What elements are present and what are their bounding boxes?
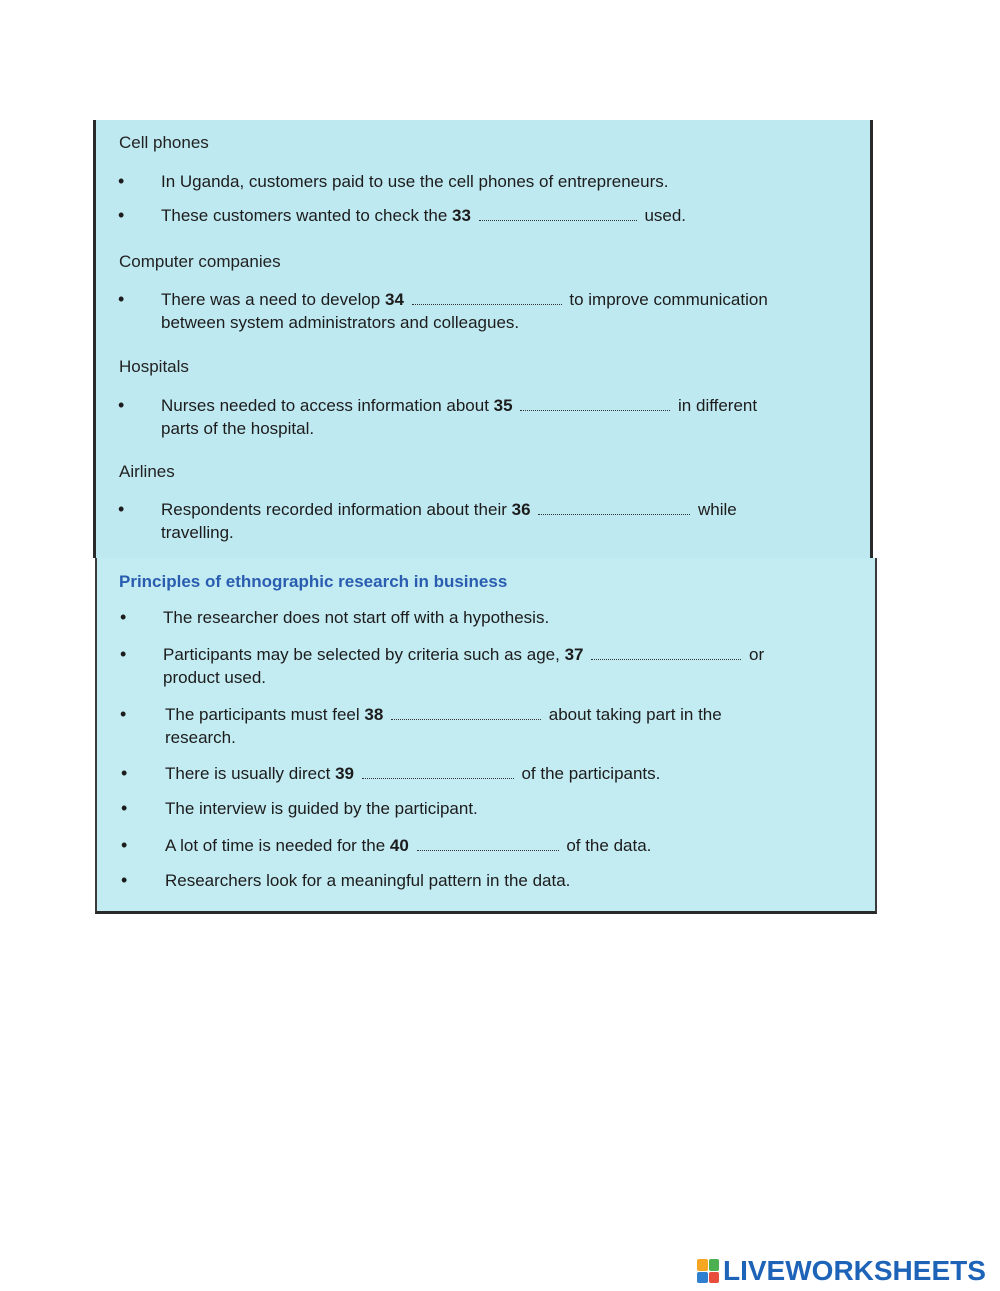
bullet-icon: •	[120, 644, 127, 664]
principle-item: The interview is guided by the participant.	[165, 799, 478, 818]
bullet-icon: •	[120, 704, 127, 724]
question-38: The participants must feel 38 about taking part in the research.	[165, 705, 722, 747]
answer-blank-37[interactable]	[591, 645, 741, 660]
answer-blank-34[interactable]	[412, 290, 562, 305]
bullet-icon: •	[118, 395, 125, 415]
answer-blank-36[interactable]	[538, 500, 690, 515]
answer-blank-33[interactable]	[479, 206, 637, 221]
bullet-icon: •	[118, 171, 125, 191]
liveworksheets-logo	[697, 1256, 986, 1286]
question-34: There was a need to develop 34 to improve communication between system administrators and colleagues.	[161, 290, 768, 332]
bullet-icon: •	[118, 289, 125, 309]
section-heading-airlines: Airlines	[119, 462, 175, 481]
bullet-icon: •	[121, 835, 128, 855]
question-39: There is usually direct 39 of the participants.	[165, 764, 661, 783]
liveworksheets-logo-icon	[697, 1259, 719, 1283]
question-35: Nurses needed to access information about 35 in different parts of the hospital.	[161, 396, 758, 438]
question-36: Respondents recorded information about their 36 while travelling.	[161, 500, 737, 542]
question-40: A lot of time is needed for the 40 of the data.	[165, 836, 652, 855]
bullet-icon: •	[118, 205, 125, 225]
bullet-icon: •	[121, 798, 128, 818]
bullet-icon: •	[118, 499, 125, 519]
bullet-text: In Uganda, customers paid to use the cell phones of entrepreneurs.	[161, 172, 669, 191]
principle-item: The researcher does not start off with a hypothesis.	[163, 608, 550, 627]
principles-heading: Principles of ethnographic research in business	[119, 572, 508, 591]
bullet-icon: •	[121, 763, 128, 783]
section-heading-cell-phones: Cell phones	[119, 133, 209, 152]
liveworksheets-logo-text: LIVEWORKSHEETS	[723, 1255, 986, 1286]
bullet-icon: •	[121, 870, 128, 890]
bullet-icon: •	[120, 607, 127, 627]
answer-blank-35[interactable]	[520, 396, 670, 411]
question-37: Participants may be selected by criteria such as age, 37 or product used.	[163, 645, 765, 687]
principle-item: Researchers look for a meaningful pattern in the data.	[165, 871, 571, 890]
answer-blank-38[interactable]	[391, 705, 541, 720]
answer-blank-39[interactable]	[362, 764, 514, 779]
question-33: These customers wanted to check the 33 used.	[161, 206, 687, 225]
section-heading-computer-companies: Computer companies	[119, 252, 281, 271]
answer-blank-40[interactable]	[417, 836, 559, 851]
section-heading-hospitals: Hospitals	[119, 357, 189, 376]
